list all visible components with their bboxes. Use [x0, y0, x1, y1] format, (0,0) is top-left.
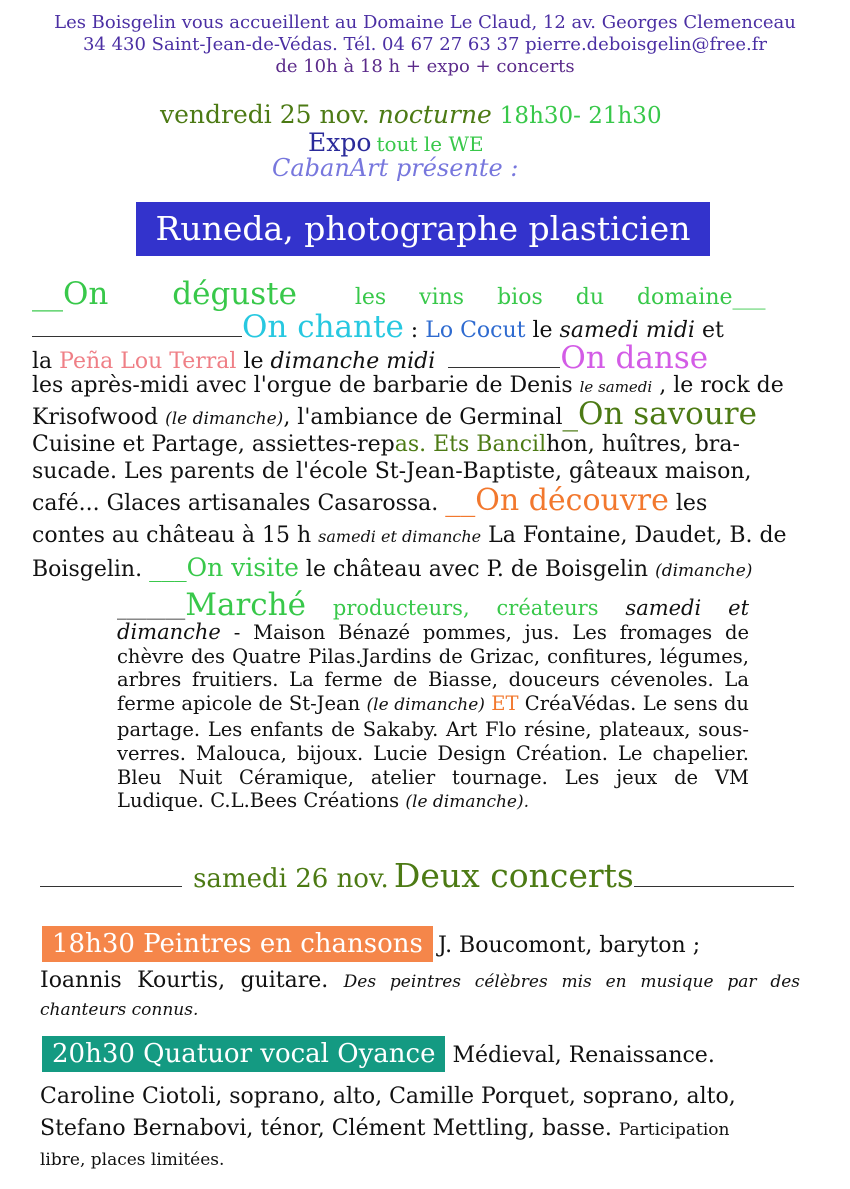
on-decouvre: __On découvre	[445, 483, 669, 518]
concert-2-line-2: Caroline Ciotoli, soprano, alto, Camille Porquet, soprano, alto,	[40, 1084, 736, 1109]
program-line-5	[32, 396, 757, 432]
market-lead: _______	[117, 597, 186, 620]
concert-2-line-1	[42, 1036, 715, 1072]
la-fontaine: La Fontaine, Daudet, B. de	[481, 523, 787, 548]
concert-2-line-4: libre, places limitées.	[40, 1150, 225, 1170]
separator-line	[32, 335, 242, 337]
concert-1-italic: Des peintres célèbres mis en musique par des chanteurs connus.	[40, 972, 801, 1020]
separator-line	[448, 366, 560, 368]
separator-line	[40, 885, 182, 887]
marche-le-dimanche: (le dimanche)	[366, 695, 485, 716]
friday-line	[160, 100, 662, 129]
program-line-1	[32, 276, 817, 312]
boisgelin: Boisgelin.	[32, 557, 150, 582]
program-line-8	[32, 483, 708, 518]
marche-subtitle: producteurs, créateurs	[305, 596, 626, 620]
concert-1-line-1	[42, 926, 700, 962]
expo-label: Expo	[308, 128, 372, 157]
on-visite: ___On visite	[149, 553, 299, 582]
marche-title: Marché	[185, 587, 306, 623]
concert-2-participation: Participation	[618, 1120, 730, 1140]
friday-hours: 18h30- 21h30	[499, 103, 662, 129]
cabanart-presents: CabanArt présente :	[272, 154, 519, 182]
concert-2-badge: 20h30 Quatuor vocal Oyance	[42, 1036, 445, 1072]
program-line-7: sucade. Les parents de l'école St-Jean-Baptiste, gâteaux maison,	[32, 459, 752, 484]
expo-rest: tout le WE	[376, 132, 484, 156]
cuisine-partage: Cuisine et Partage, assiettes-rep	[32, 432, 395, 457]
saturday-day: samedi 26 nov.	[193, 864, 389, 894]
deguste-on: __On	[32, 276, 109, 312]
glaces: café... Glaces artisanales Casarossa.	[32, 491, 446, 516]
deux-concerts: Deux concerts	[393, 856, 634, 895]
ets-bancil: as. Ets Bancil	[394, 432, 547, 457]
concert-1-text: J. Boucomont, baryton ;	[437, 933, 701, 958]
chateau: le château avec P. de Boisgelin	[298, 557, 656, 582]
krisofwood: Krisofwood	[32, 405, 166, 430]
le-dimanche-1: (le dimanche)	[165, 409, 284, 429]
le-1: le	[525, 318, 560, 343]
vins-bios: les vins bios du domaine___	[354, 285, 766, 310]
separator-line	[634, 885, 794, 887]
et-1: et	[694, 318, 724, 343]
header-address: Les Boisgelin vous accueillent au Domaine Le Claud, 12 av. Georges Clemenceau	[54, 12, 796, 33]
contes: contes au château à 15 h	[32, 523, 319, 548]
dimanche-midi: dimanche midi	[270, 349, 436, 374]
les: les	[668, 491, 708, 516]
expo-line	[308, 128, 484, 157]
samedi-midi: samedi midi	[559, 318, 695, 343]
rock-text: , le rock de	[652, 373, 784, 398]
header-contact: 34 430 Saint-Jean-de-Védas. Tél. 04 67 27 63 37 pierre.deboisgelin@free.fr	[82, 34, 768, 55]
saturday-line	[40, 856, 794, 895]
marche-et: ET	[484, 692, 519, 716]
marche-days: samedi et dimanche	[117, 596, 750, 644]
pena-lou-terral: Peña Lou Terral	[59, 349, 237, 374]
on-chante: On chante	[242, 309, 404, 345]
germinal: , l'ambiance de Germinal	[283, 405, 563, 430]
friday-day: vendredi 25 nov.	[160, 100, 370, 129]
marche-le-dimanche-end: (le dimanche).	[405, 792, 530, 813]
market-section	[117, 587, 750, 815]
program-line-9	[32, 523, 787, 550]
concert-2-line-3	[40, 1116, 729, 1143]
concert-1-description	[40, 968, 800, 1023]
program-line-10	[32, 555, 752, 584]
header	[0, 12, 850, 78]
deguste: déguste	[172, 276, 297, 312]
le-2: le	[236, 349, 271, 374]
lo-cocut: Lo Cocut	[425, 318, 526, 343]
header-hours: de 10h à 18 h + expo + concerts	[275, 56, 575, 77]
colon: :	[403, 318, 426, 343]
orgue-text: les après-midi avec l'orgue de barbarie de Denis	[32, 373, 580, 398]
dimanche-2: (dimanche)	[655, 561, 753, 581]
concert-2-singers: Stefano Bernabovi, ténor, Clément Mettling, basse.	[40, 1116, 612, 1141]
concert-1-guitar: Ioannis Kourtis, guitare.	[40, 968, 344, 993]
exhibition-title: Runeda, photographe plasticien	[136, 202, 710, 256]
on-savoure: _On savoure	[562, 396, 757, 432]
marche-text-2: CréaVédas. Le sens du partage. Les enfants de Sakaby. Art Flo résine, plateaux, sous-verres. Malouca, bijoux. Lucie Design Création. Le chapelier. Bleu Nuit Céramique, atelier tournage. Les jeux de VM Ludique. C.L.Bees Créations	[117, 692, 749, 813]
le-samedi: le samedi	[579, 378, 653, 396]
program-line-3	[32, 340, 708, 376]
on-danse: On danse	[560, 340, 709, 376]
concert-1-badge: 18h30 Peintres en chansons	[42, 926, 433, 962]
la: la	[32, 349, 60, 374]
friday-nocturne: nocturne	[377, 100, 492, 129]
program-line-6	[32, 432, 740, 458]
huitres: hon, huîtres, bra-	[546, 432, 740, 457]
marche-text-1: - Maison Bénazé pommes, jus. Les fromages de chèvre des Quatre Pilas.Jardins de Grizac, confitures, légumes, arbres fruitiers. La ferme de Biasse, douceurs cévenoles. La ferme apicole de St-Jean	[117, 620, 749, 716]
samedi-et-dimanche: samedi et dimanche	[318, 527, 482, 546]
concert-2-text: Médieval, Renaissance.	[445, 1043, 715, 1068]
